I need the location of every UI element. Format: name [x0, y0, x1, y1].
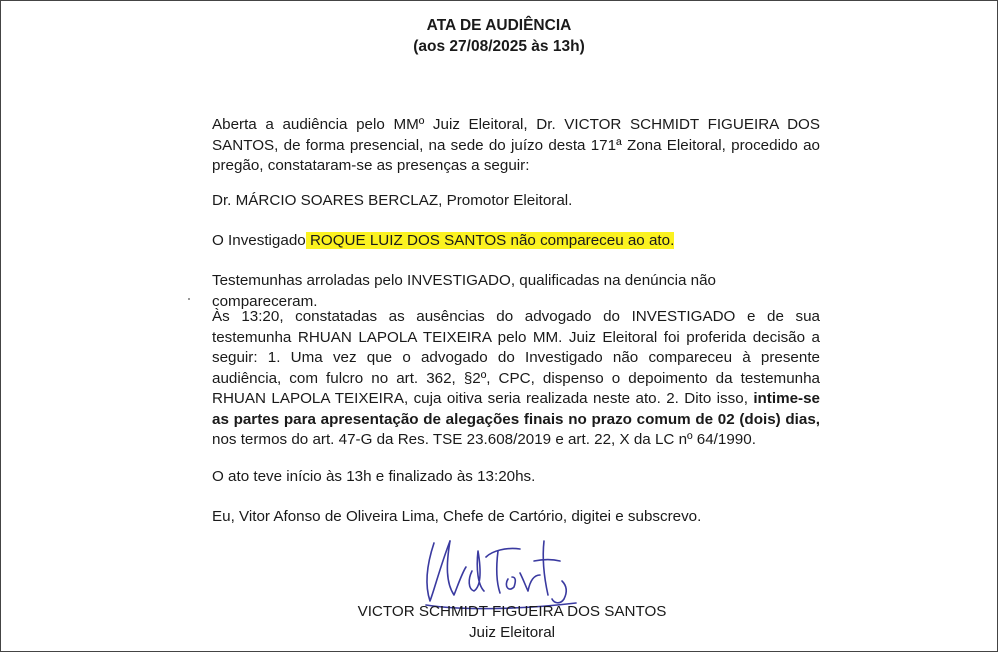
decision-bold-text: intime-se as partes para apresentação de alegações finais no prazo comum de 02 (dois) dias,: [212, 390, 820, 428]
clerk-paragraph: Eu, Vitor Afonso de Oliveira Lima, Chefe de Cartório, digitei e subscrevo.: [212, 508, 702, 525]
document-date: (aos 27/08/2025 às 13h): [413, 38, 585, 55]
timing-paragraph: O ato teve início às 13h e finalizado às 13:20hs.: [212, 468, 536, 485]
signatory-role: Juiz Eleitoral: [468, 624, 556, 641]
document-title: ATA DE AUDIÊNCIA: [426, 17, 572, 34]
highlighted-absence-text: ROQUE LUIZ DOS SANTOS não compareceu ao ato.: [305, 232, 675, 249]
prosecutor-paragraph: Dr. MÁRCIO SOARES BERCLAZ, Promotor Eleitoral.: [212, 192, 573, 209]
opening-paragraph: Aberta a audiência pelo MMº Juiz Eleitoral, Dr. VICTOR SCHMIDT FIGUEIRA DOS SANTOS, de forma presencial, na sede do juízo desta 171ª Zona Eleitoral, procedido ao pregão, constataram-se as presenças a seguir:: [212, 116, 820, 174]
scan-dot: [188, 298, 190, 300]
document-header: [1, 15, 997, 57]
signatory-name: VICTOR SCHMIDT FIGUEIRA DOS SANTOS: [357, 603, 667, 620]
decision-text-2: nos termos do art. 47-G da Res. TSE 23.608/2019 e art. 22, X da LC nº 64/1990.: [212, 431, 756, 448]
decision-paragraph: [212, 307, 820, 451]
witnesses-paragraph: Testemunhas arroladas pelo INVESTIGADO, qualificadas na denúncia não compareceram.: [212, 272, 717, 310]
investigated-prefix: O Investigado: [212, 232, 306, 249]
decision-text-1: Às 13:20, constatadas as ausências do advogado do INVESTIGADO e de sua testemunha RHUAN LAPOLA TEIXEIRA pelo MM. Juiz Eleitoral foi proferida decisão a seguir: 1. Uma vez que o advogado do Investigado não compareceu à presente audiência, com fulcro no art. 362, §2º, CPC, dispenso o depoimento da testemunha RHUAN LAPOLA TEIXEIRA, cuja oitiva seria realizada neste ato. 2. Dito isso,: [212, 308, 820, 407]
investigated-paragraph: [212, 231, 820, 252]
